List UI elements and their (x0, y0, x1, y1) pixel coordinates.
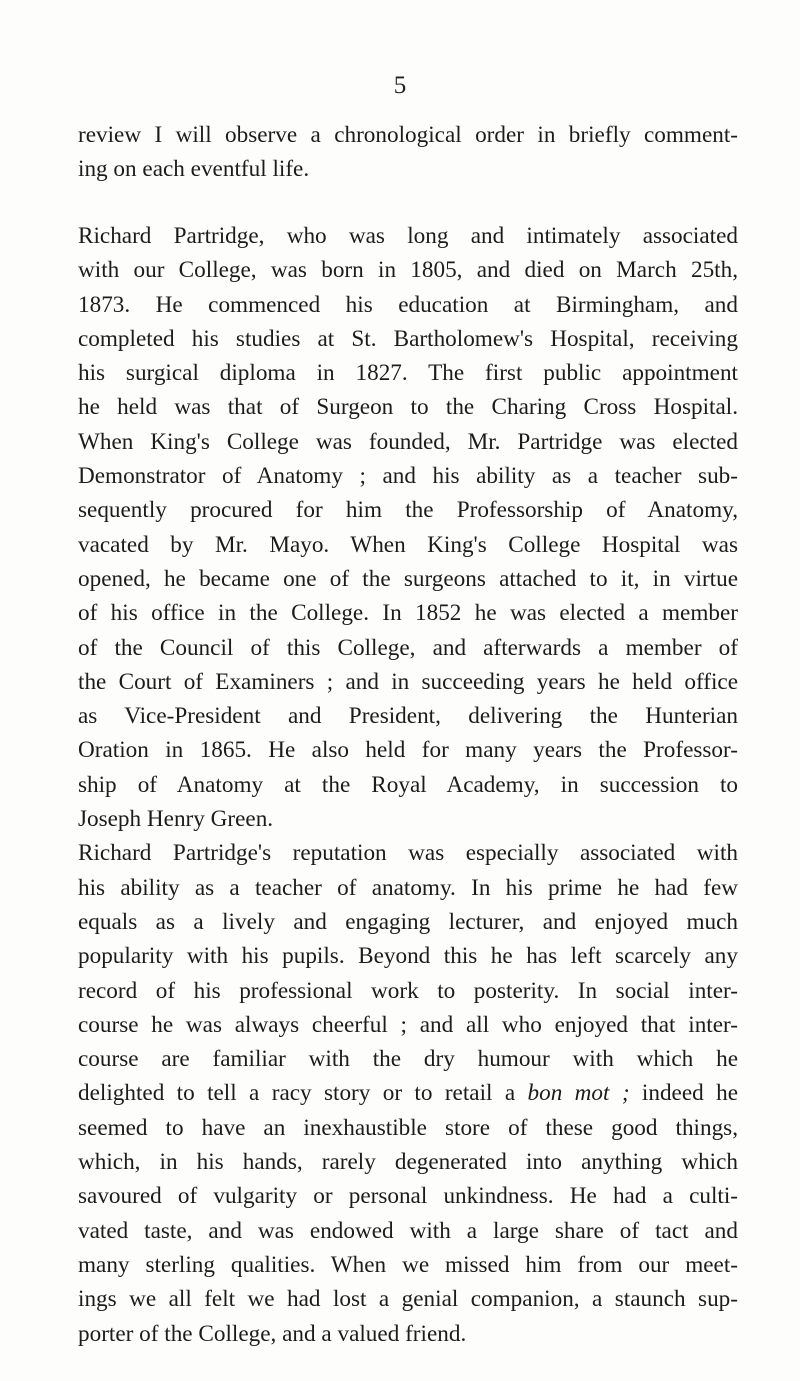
main-paragraph (78, 219, 738, 1351)
text-line: sequently procured for him the Professorship of Anatomy, (78, 497, 738, 524)
text-line: record of his professional work to posterity. In social inter- (78, 977, 738, 1004)
text-line: savoured of vulgarity or personal unkindness. He had a culti- (78, 1183, 738, 1210)
text-line: of the Council of this College, and afterwards a member of (78, 634, 738, 661)
text-line: he held was that of Surgeon to the Charing Cross Hospital. (78, 394, 738, 421)
text-line: review I will observe a chronological order in briefly comment- (78, 122, 738, 148)
text-line: 1873. He commenced his education at Birmingham, and (78, 291, 738, 318)
text-line: many sterling qualities. When we missed him from our meet- (78, 1251, 738, 1278)
intro-paragraph (78, 118, 738, 187)
text-line: porter of the College, and a valued friend. (78, 1320, 467, 1347)
text-segment: delighted to tell a racy story or to retail a (78, 1080, 528, 1107)
text-line: vated taste, and was endowed with a large share of tact and (78, 1217, 738, 1244)
text-line: course are familiar with the dry humour with which he (78, 1046, 738, 1073)
text-line: his surgical diploma in 1827. The first public appointment (78, 360, 738, 387)
text-line: Richard Partridge's reputation was especially associated with (78, 840, 738, 867)
text-line: Oration in 1865. He also held for many years the Professor- (78, 737, 738, 764)
text-line: completed his studies at St. Bartholomew's Hospital, receiving (78, 325, 738, 352)
text-line: popularity with his pupils. Beyond this he has left scarcely any (78, 943, 738, 970)
text-line: with our College, was born in 1805, and died on March 25th, (78, 257, 738, 284)
text-line: his ability as a teacher of anatomy. In his prime he had few (78, 874, 738, 901)
text-line-with-italic (78, 1076, 738, 1110)
text-line: When King's College was founded, Mr. Partridge was elected (78, 428, 738, 455)
text-line: as Vice-President and President, delivering the Hunterian (78, 703, 738, 730)
text-line: Joseph Henry Green. (78, 806, 274, 833)
text-line: ing on each eventful life. (78, 156, 310, 183)
text-segment: indeed he (629, 1080, 738, 1107)
text-line: equals as a lively and engaging lecturer, and enjoyed much (78, 908, 738, 935)
text-line: ings we all felt we had lost a genial companion, a staunch sup- (78, 1286, 738, 1313)
text-line: course he was always cheerful ; and all who enjoyed that inter- (78, 1011, 738, 1038)
text-line: vacated by Mr. Mayo. When King's College Hospital was (78, 531, 738, 558)
text-line: ship of Anatomy at the Royal Academy, in succession to (78, 771, 738, 798)
text-line: of his office in the College. In 1852 he was elected a member (78, 600, 738, 627)
italic-phrase: bon mot ; (527, 1080, 630, 1107)
text-line: the Court of Examiners ; and in succeeding years he held office (78, 668, 738, 695)
text-line: opened, he became one of the surgeons attached to it, in virtue (78, 565, 738, 592)
page-number: 5 (393, 72, 407, 99)
text-line: seemed to have an inexhaustible store of these good things, (78, 1114, 738, 1141)
text-line: Richard Partridge, who was long and intimately associated (78, 223, 738, 249)
text-line: which, in his hands, rarely degenerated into anything which (78, 1149, 738, 1176)
text-line: Demonstrator of Anatomy ; and his ability as a teacher sub- (78, 463, 738, 490)
